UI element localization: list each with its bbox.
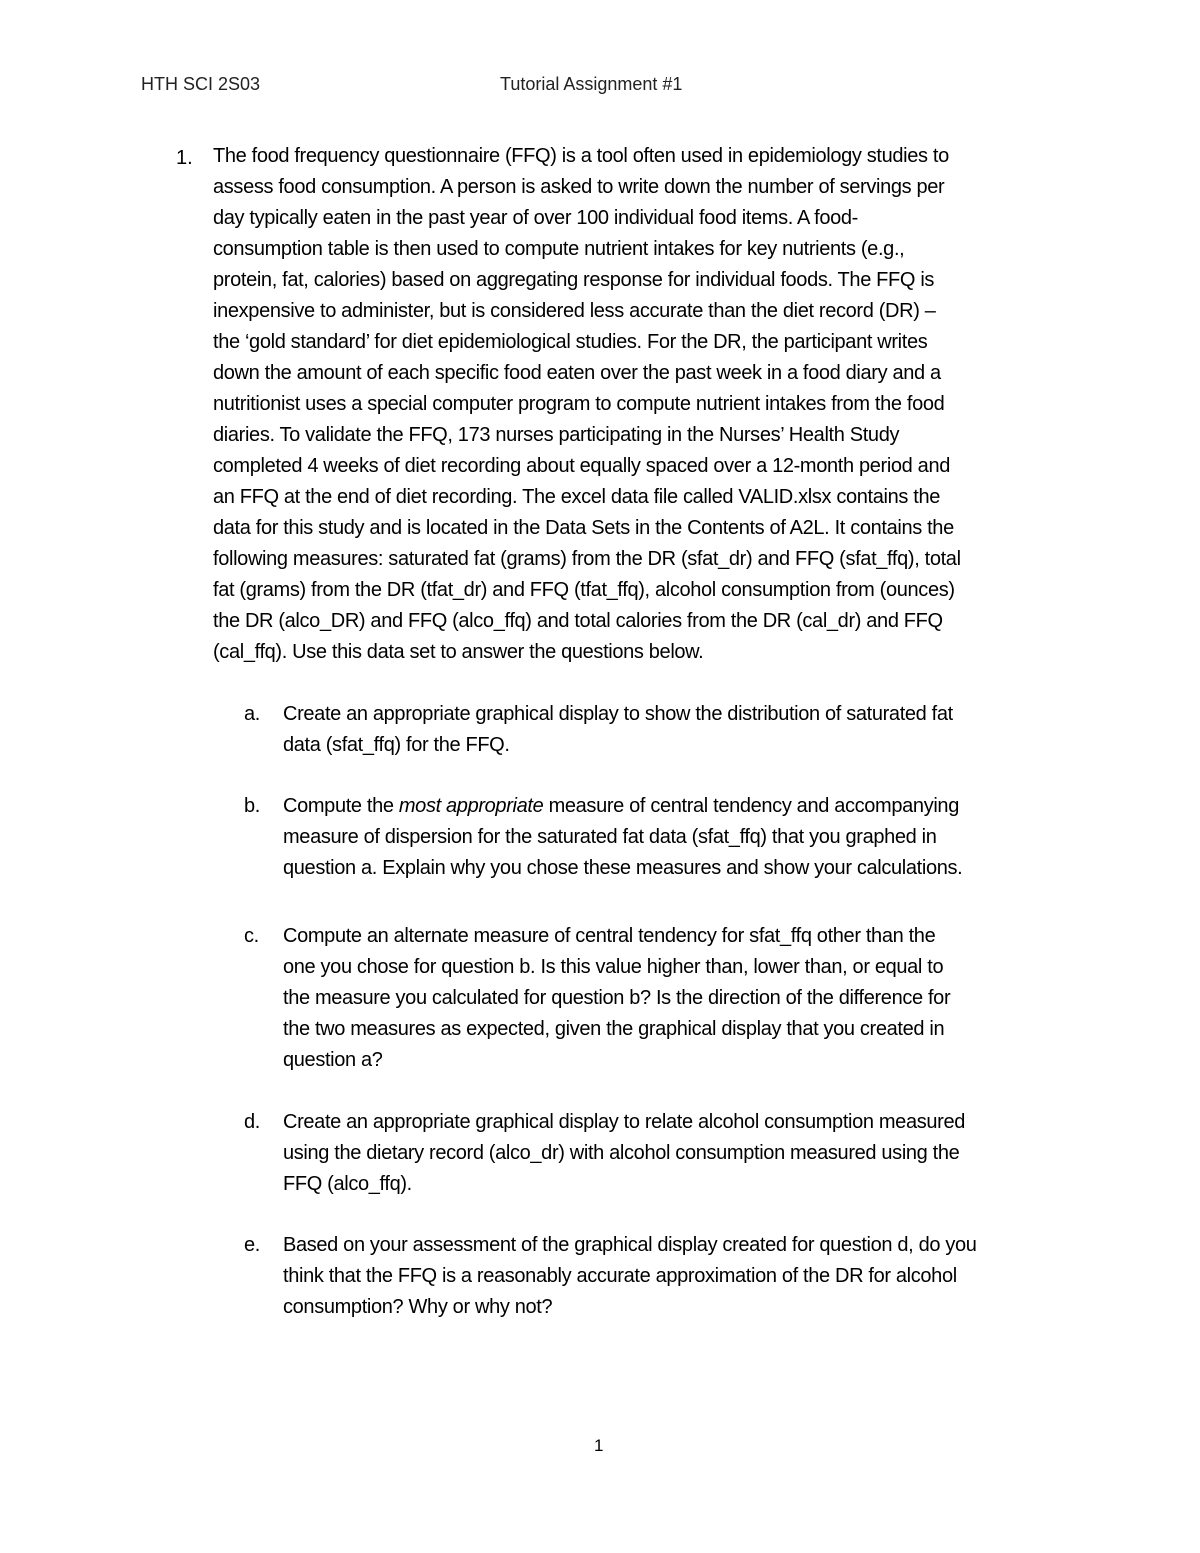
subquestion-d [244,1107,1074,1200]
subquestion-b-text-pre: Compute the [283,795,399,817]
subquestion-b [244,791,1074,884]
subquestion-c-letter: c. [244,925,259,947]
subquestion-b-text [283,791,1074,884]
subquestion-e [244,1230,1074,1323]
subquestion-d-text: Create an appropriate graphical display to relate alcohol consumption measured using the dietary record (alco_dr) with alcohol consumption measured using the FFQ (alco_ffq). [283,1111,966,1195]
subquestion-e-letter: e. [244,1234,260,1256]
subquestion-a-text: Create an appropriate graphical display to show the distribution of saturated fat data (sfat_ffq) for the FFQ. [283,703,953,756]
subquestion-c [244,921,1074,1076]
subquestion-b-emphasis: most appropriate [398,795,544,817]
header-assignment-title: Tutorial Assignment #1 [500,74,683,94]
subquestion-c-text: Compute an alternate measure of central tendency for sfat_ffq other than the one you chose for question b. Is this value higher than, lower than, or equal to the measure you calculated for question b? Is the direction of the difference for the two measures as expected, given the graphical display that you created in question a? [283,925,951,1071]
subquestion-a-letter: a. [244,703,260,725]
subquestion-d-letter: d. [244,1111,260,1133]
page-number: 1 [594,1436,604,1455]
header-course-code: HTH SCI 2S03 [141,74,261,94]
subquestion-e-text: Based on your assessment of the graphical display created for question d, do you think that the FFQ is a reasonably accurate approximation of the DR for alcohol consumption? Why or why not? [283,1234,977,1318]
subquestion-b-text-post: measure of central tendency and accompanying measure of dispersion for the saturated fat data (sfat_ffq) that you graphed in question a. Explain why you chose these measures and show your calculations. [283,795,963,879]
question-intro-paragraph: The food frequency questionnaire (FFQ) is a tool often used in epidemiology studies to assess food consumption. A person is asked to write down the number of servings per day typically eaten in the past year of over 100 individual food items. A food- consumption table is then used to compute nutrient intakes for key nutrients (e.g., protein, fat, calories) based on aggregating response for individual foods. The FFQ is inexpensive to administer, but is considered less accurate than the diet record (DR) – the ‘gold standard’ for diet epidemiological studies. For the DR, the participant writes down the amount of each specific food eaten over the past week in a food diary and a nutritionist uses a special computer program to compute nutrient intakes from the food diaries. To validate the FFQ, 173 nurses participating in the Nurses’ Health Study completed 4 weeks of diet recording about equally spaced over a 12-month period and an FFQ at the end of diet recording. The excel data file called VALID.xlsx contains the data for this study and is located in the Data Sets in the Contents of A2L. It contains the following measures: saturated fat (grams) from the DR (sfat_dr) and FFQ (sfat_ffq), total fat (grams) from the DR (tfat_dr) and FFQ (tfat_ffq), alcohol consumption from (ounces) the DR (alco_DR) and FFQ (alco_ffq) and total calories from the DR (cal_dr) and FFQ (cal_ffq). Use this data set to answer the questions below. [213,145,961,663]
subquestion-b-letter: b. [244,795,260,817]
question-number: 1. [176,147,193,169]
subquestion-a [244,699,1074,761]
